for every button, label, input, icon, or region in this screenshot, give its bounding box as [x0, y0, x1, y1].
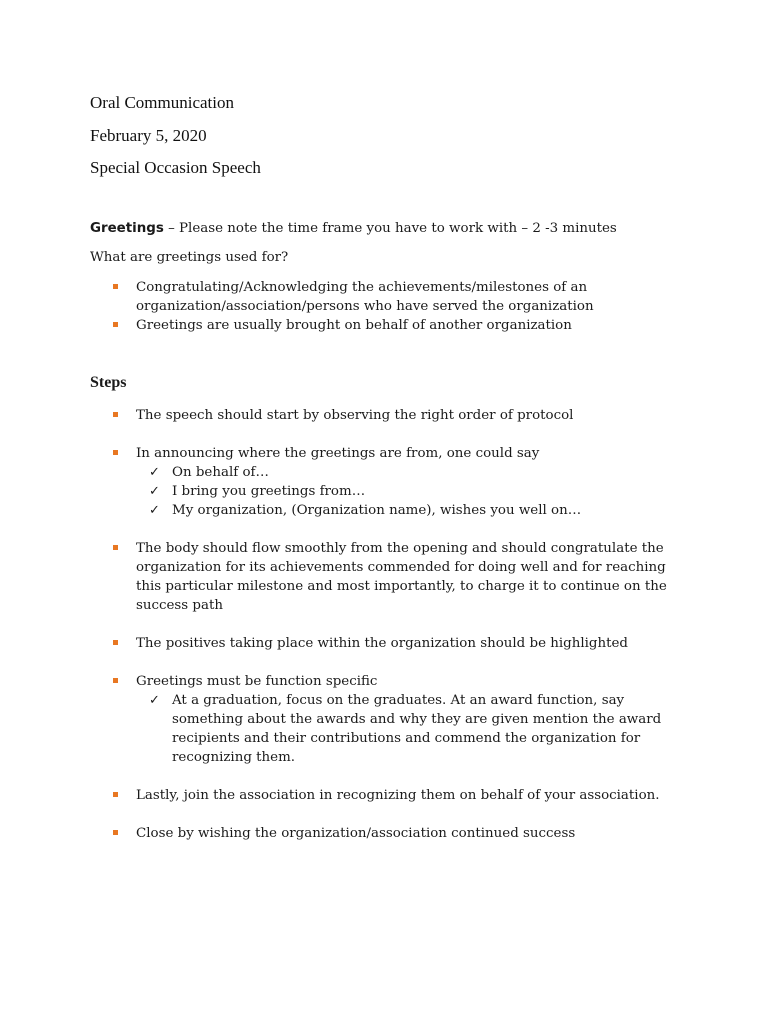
greetings-label: Greetings	[90, 221, 164, 236]
checkmark-icon: ✓	[149, 503, 160, 518]
spacer	[90, 767, 670, 786]
list-item-text: The body should flow smoothly from the opening and should congratulate the organization for its achievements commended for doing well and for reaching this particular milestone and most importantly, to charge it to continue on the success path	[136, 541, 667, 613]
steps-heading: Steps	[90, 374, 127, 391]
list-item-text: Greetings are usually brought on behalf of another organization	[136, 318, 572, 333]
greetings-line	[90, 219, 617, 238]
list-item	[90, 786, 670, 805]
list-item	[90, 316, 610, 335]
spacer	[90, 805, 670, 824]
checkmark-icon: ✓	[149, 465, 160, 480]
sub-list-item	[136, 501, 670, 520]
spacer	[90, 653, 670, 672]
list-item	[90, 672, 670, 767]
sub-list-item	[136, 463, 670, 482]
list-item-text: Congratulating/Acknowledging the achievements/milestones of an organization/association/persons who have served the organization	[136, 280, 594, 314]
list-item-text: Lastly, join the association in recognizing them on behalf of your association.	[136, 788, 660, 803]
list-item-text: Greetings must be function specific	[136, 674, 378, 689]
sub-item-text: My organization, (Organization name), wishes you well on…	[172, 503, 582, 518]
sub-item-text: I bring you greetings from…	[172, 484, 366, 499]
sub-list	[136, 691, 670, 767]
checkmark-icon: ✓	[149, 484, 160, 499]
sub-list	[136, 463, 670, 520]
sub-item-text: At a graduation, focus on the graduates. At an award function, say something about the awards and why they are given mention the award recipients and their contributions and commend the organization for recognizing them.	[172, 693, 662, 765]
greetings-list	[90, 278, 610, 335]
list-item	[90, 634, 670, 653]
greetings-note: – Please note the time frame you have to work with – 2 -3 minutes	[163, 221, 617, 236]
checkmark-icon: ✓	[149, 693, 160, 708]
list-item-text: In announcing where the greetings are from, one could say	[136, 446, 540, 461]
speech-topic: Special Occasion Speech	[90, 158, 261, 177]
list-item	[90, 406, 670, 425]
spacer	[90, 520, 670, 539]
greetings-question: What are greetings used for?	[90, 250, 289, 265]
list-item	[90, 444, 670, 520]
list-item	[90, 539, 670, 615]
list-item	[90, 824, 670, 843]
document-date: February 5, 2020	[90, 126, 207, 145]
list-item	[90, 278, 610, 316]
list-item-text: The positives taking place within the organization should be highlighted	[136, 636, 628, 651]
steps-list	[90, 406, 670, 843]
sub-list-item	[136, 691, 670, 767]
spacer	[90, 615, 670, 634]
list-item-text: Close by wishing the organization/association continued success	[136, 826, 576, 841]
course-title: Oral Communication	[90, 93, 235, 112]
sub-list-item	[136, 482, 670, 501]
spacer	[90, 425, 670, 444]
sub-item-text: On behalf of…	[172, 465, 269, 480]
list-item-text: The speech should start by observing the right order of protocol	[136, 408, 574, 423]
